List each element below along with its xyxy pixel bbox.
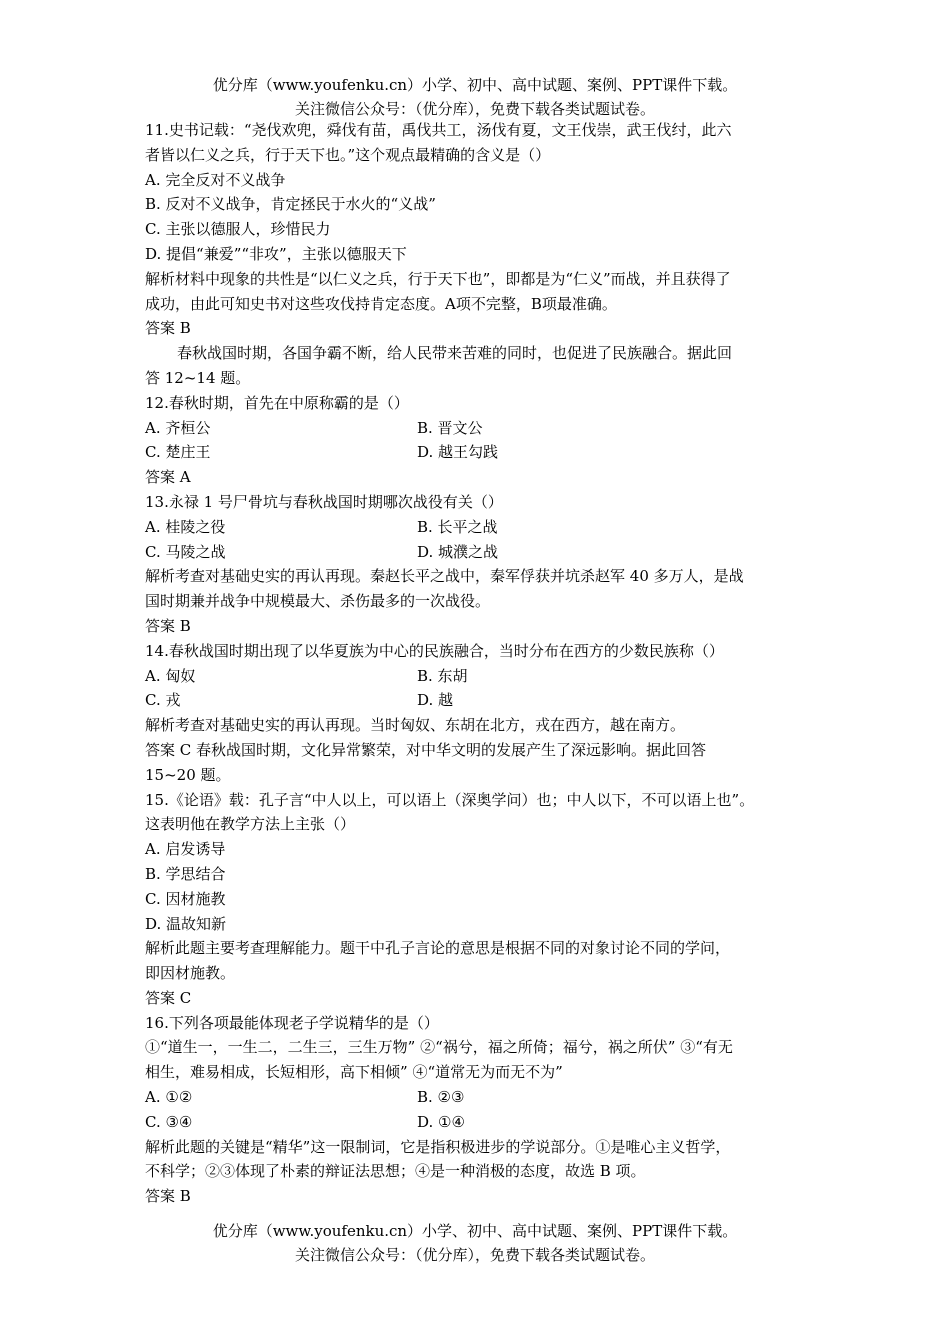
page-header-line1: 优分库（www.youfenku.cn）小学、初中、高中试题、案例、PPT课件下载。 bbox=[212, 76, 738, 94]
page-footer-line1: 优分库（www.youfenku.cn）小学、初中、高中试题、案例、PPT课件下载。 bbox=[212, 1222, 738, 1240]
document-body bbox=[145, 118, 825, 1209]
question-16-option-c: C. ③④ bbox=[145, 1112, 193, 1131]
question-13-option-a: A. 桂陵之役 bbox=[145, 517, 226, 536]
question-16-explanation-cont: 不科学；②③体现了朴素的辩证法思想；④是一种消极的态度，故选 B 项。 bbox=[145, 1162, 646, 1181]
section-intro-15-20-cont: 15~20 题。 bbox=[145, 765, 231, 784]
question-14-options-row2 bbox=[145, 688, 825, 713]
question-13-option-c: C. 马陵之战 bbox=[145, 542, 226, 561]
section-intro-12-14: 春秋战国时期，各国争霸不断，给人民带来苦难的同时，也促进了民族融合。据此回 bbox=[177, 344, 733, 363]
question-16-option-d: D. ①④ bbox=[417, 1112, 465, 1131]
question-11-option-c: C. 主张以德服人，珍惜民力 bbox=[145, 220, 331, 239]
question-16-option-b: B. ②③ bbox=[417, 1088, 465, 1107]
question-13-stem: 13.永禄 1 号尸骨坑与春秋战国时期哪次战役有关（） bbox=[145, 492, 503, 511]
question-15-option-d: D. 温故知新 bbox=[145, 914, 227, 933]
question-11-stem: 11.史书记载：“尧伐欢兜，舜伐有苗，禹伐共工，汤伐有夏，文王伐崇，武王伐纣，此六 bbox=[145, 121, 732, 139]
question-15-stem-cont: 这表明他在教学方法上主张（） bbox=[145, 815, 356, 834]
page-footer-line2: 关注微信公众号：（优分库），免费下载各类试题试卷。 bbox=[294, 1246, 655, 1264]
question-13-option-d: D. 城濮之战 bbox=[417, 542, 499, 561]
question-14-option-d: D. 越 bbox=[417, 691, 454, 710]
question-14-option-a: A. 匈奴 bbox=[145, 666, 196, 685]
question-13-explanation-cont: 国时期兼并战争中规模最大、杀伤最多的一次战役。 bbox=[145, 592, 491, 611]
question-14-options-row1 bbox=[145, 664, 825, 689]
question-15-option-a: A. 启发诱导 bbox=[145, 840, 226, 859]
question-13-answer: 答案 B bbox=[145, 616, 191, 635]
question-11-option-a: A. 完全反对不义战争 bbox=[145, 170, 286, 189]
question-15-explanation: 解析此题主要考查理解能力。题干中孔子言论的意思是根据不同的对象讨论不同的学问， bbox=[145, 939, 731, 958]
question-11-stem-cont: 者皆以仁义之兵，行于天下也。”这个观点最精确的含义是（） bbox=[145, 145, 551, 164]
question-14-explanation: 解析考查对基础史实的再认再现。当时匈奴、东胡在北方，戎在西方，越在南方。 bbox=[145, 716, 686, 735]
question-11-explanation-cont: 成功，由此可知史书对这些攻伐持肯定态度。A项不完整，B项最准确。 bbox=[145, 294, 617, 313]
question-12-options-row2 bbox=[145, 440, 825, 465]
question-16-explanation: 解析此题的关键是“精华”这一限制词，它是指积极进步的学说部分。①是唯心主义哲学， bbox=[145, 1137, 731, 1156]
question-12-option-c: C. 楚庄王 bbox=[145, 443, 211, 462]
question-11-option-d: D. 提倡“兼爱”“非攻”，主张以德服天下 bbox=[145, 244, 407, 263]
question-11-option-b: B. 反对不义战争，肯定拯民于水火的“义战” bbox=[145, 195, 436, 214]
question-13-options-row2 bbox=[145, 540, 825, 565]
question-15-stem: 15.《论语》载：孔子言“中人以上，可以语上（深奥学问）也；中人以下，不可以语上也”。 bbox=[145, 790, 755, 809]
question-12-stem: 12.春秋时期，首先在中原称霸的是（） bbox=[145, 393, 409, 412]
question-13-option-b: B. 长平之战 bbox=[417, 517, 498, 536]
section-intro-12-14-cont: 答 12~14 题。 bbox=[145, 368, 251, 387]
question-16-options-row2 bbox=[145, 1110, 825, 1135]
question-16-items-cont: 相生，难易相成，长短相形，高下相倾” ④“道常无为而无不为” bbox=[145, 1063, 563, 1082]
question-12-option-d: D. 越王勾践 bbox=[417, 443, 499, 462]
question-12-option-b: B. 晋文公 bbox=[417, 418, 483, 437]
question-12-answer: 答案 A bbox=[145, 468, 191, 487]
question-14-stem: 14.春秋战国时期出现了以华夏族为中心的民族融合，当时分布在西方的少数民族称（） bbox=[145, 641, 724, 660]
question-16-option-a: A. ①② bbox=[145, 1088, 193, 1107]
question-14-option-b: B. 东胡 bbox=[417, 666, 468, 685]
question-16-items: ①“道生一，一生二，二生三，三生万物” ②“祸兮，福之所倚；福兮，祸之所伏” ③“有无 bbox=[145, 1038, 733, 1057]
question-11-answer: 答案 B bbox=[145, 319, 191, 338]
page-header-line2: 关注微信公众号：（优分库），免费下载各类试题试卷。 bbox=[294, 100, 655, 118]
question-12-option-a: A. 齐桓公 bbox=[145, 418, 211, 437]
question-16-stem: 16.下列各项最能体现老子学说精华的是（） bbox=[145, 1013, 439, 1032]
question-15-explanation-cont: 即因材施教。 bbox=[145, 964, 236, 983]
question-12-options-row1 bbox=[145, 416, 825, 441]
question-13-options-row1 bbox=[145, 515, 825, 540]
question-14-answer-and-intro: 答案 C 春秋战国时期，文化异常繁荣，对中华文明的发展产生了深远影响。据此回答 bbox=[145, 740, 707, 759]
question-16-answer: 答案 B bbox=[145, 1187, 191, 1206]
question-16-options-row1 bbox=[145, 1085, 825, 1110]
question-15-option-b: B. 学思结合 bbox=[145, 864, 226, 883]
question-14-option-c: C. 戎 bbox=[145, 691, 181, 710]
question-15-answer: 答案 C bbox=[145, 988, 192, 1007]
question-11-explanation: 解析材料中现象的共性是“以仁义之兵，行于天下也”，即都是为“仁义”而战，并且获得了 bbox=[145, 269, 731, 288]
question-13-explanation: 解析考查对基础史实的再认再现。秦赵长平之战中，秦军俘获并坑杀赵军 40 多万人，是战 bbox=[145, 567, 744, 586]
question-15-option-c: C. 因材施教 bbox=[145, 889, 226, 908]
